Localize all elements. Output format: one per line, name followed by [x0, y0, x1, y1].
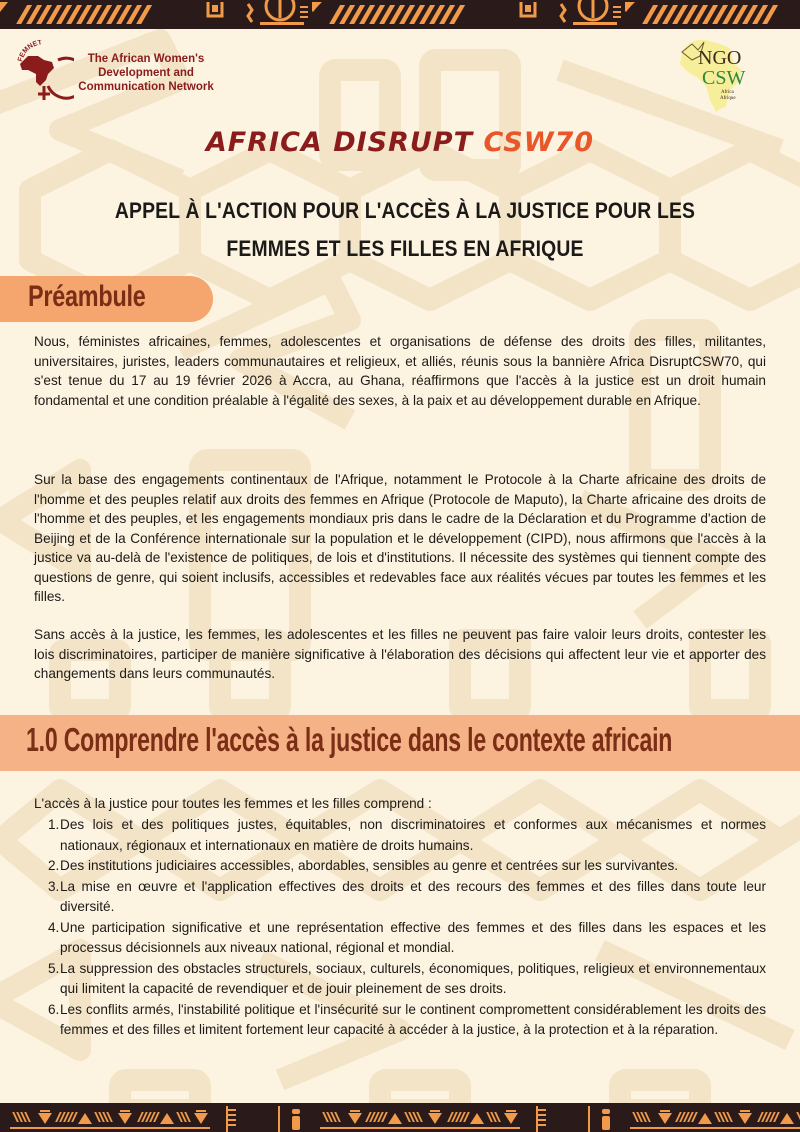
event-title-part2: CSW70: [483, 127, 595, 158]
list-item: [48, 1000, 766, 1041]
event-title-part1: AFRICA DISRUPT: [205, 127, 474, 158]
africa-female-symbol-icon: [14, 40, 74, 102]
list-item: [48, 959, 766, 1000]
section-1-intro: L'accès à la justice pour toutes les femmes et les filles comprend :: [34, 796, 432, 811]
list-item: [48, 856, 766, 877]
list-item-number: 6.: [48, 1001, 60, 1017]
list-item-text: Une participation significative et une représentation effective des femmes et des filles dans les espaces et les processus décisionnels aux niveaux national, régional et mondial.: [60, 919, 766, 955]
list-item-number: 2.: [48, 858, 60, 873]
list-item-text: La suppression des obstacles structurels, sociaux, culturels, économiques, politiques, religieux et environnementaux qui limitent la capacité de revendiquer et de jouir pleinement de ses droits.: [60, 960, 766, 996]
preamble-paragraph-3: Sans accès à la justice, les femmes, les adolescentes et les filles ne peuvent pas faire valoir leurs droits, contester les lois discriminatoires, participer de manière significative à l'élaboration des décisions qui affectent leur vie et apporter des changements dans leurs communautés.: [34, 627, 766, 681]
femnet-org-name: [76, 52, 216, 94]
list-item-text: Des lois et des politiques justes, équitables, non discriminatoires et conformes aux mécanismes et normes nationaux, régionaux et internationaux en matière de droits humains.: [60, 817, 766, 853]
list-item: [48, 815, 766, 856]
list-item-text: La mise en œuvre et l'application effectives des droits et des recours des femmes et des filles dans toute leur diversité.: [60, 878, 766, 914]
list-item-number: 1.: [48, 817, 60, 832]
ngo-text: NGO: [698, 47, 742, 69]
preamble-heading: Préambule: [28, 280, 146, 313]
femnet-arc-text: FEMNET: [17, 40, 43, 63]
afrique-subtext: Afrique: [720, 96, 736, 101]
page-title: APPEL À L'ACTION POUR L'ACCÈS À LA JUSTICE POUR LES FEMMES ET LES FILLES EN AFRIQUE: [114, 198, 696, 261]
list-item-number: 3.: [48, 878, 60, 894]
africa-subtext: Africa: [721, 90, 734, 95]
femnet-name-line: Communication Network: [78, 81, 214, 93]
list-item-number: 5.: [48, 960, 60, 976]
access-to-justice-list: [48, 815, 766, 1041]
ngo-csw-logo: [676, 34, 766, 114]
list-item: [48, 918, 766, 959]
section-1-heading: 1.0 Comprendre l'accès à la justice dans le contexte africain: [26, 721, 673, 758]
africa-dove-icon: [676, 34, 766, 114]
list-item-number: 4.: [48, 919, 60, 935]
femnet-name-line: The African Women's: [87, 53, 205, 65]
list-item-text: Des institutions judiciaires accessibles, abordables, sensibles au genre et centrées sur les survivantes.: [60, 858, 679, 873]
preamble-paragraph-1: Nous, féministes africaines, femmes, adolescentes et organisations de défense des droits des filles, militantes, universitaires, juristes, leaders communautaires et religieux, et alliés, réunis sous la bannière Africa DisruptCSW70, qui s'est tenue du 17 au 19 février 2026 à Accra, au Ghana, réaffirmons que l'accès à la justice est un droit humain fondamental et une condition préalable à l'égalité des sexes, à la paix et au développement durable en Afrique.: [34, 334, 766, 408]
preamble-paragraph-2: Sur la base des engagements continentaux de l'Afrique, notamment le Protocole à la Charte africaine des droits de l'homme et des peuples relatif aux droits des femmes en Afrique (Protocole de Maputo), la Charte africaine des droits de l'homme et des peuples, et les engagements mondiaux pris dans le cadre de la Déclaration et du Programme d'action de Beijing et de la Conférence internationale sur la population et le développement (CIPD), nous affirmons que l'accès à la justice va au-delà de l'existence de politiques, de lois et d'institutions. Il nécessite des systèmes qui tiennent compte des questions de genre, qui soient inclusifs, accessibles et redevables face aux réalités vécues par toutes les femmes et les filles.: [34, 472, 766, 604]
femnet-logo: [14, 40, 214, 102]
list-item-text: Les conflits armés, l'instabilité politique et l'insécurité sur le continent compromettent considérablement les droits des femmes et des filles et limitent fortement leur capacité à accéder à la justice, à la protection et à la réparation.: [60, 1001, 766, 1037]
list-item: [48, 877, 766, 918]
femnet-name-line: Development and: [98, 67, 194, 79]
event-title: [0, 127, 800, 158]
csw-text: CSW: [702, 67, 746, 89]
